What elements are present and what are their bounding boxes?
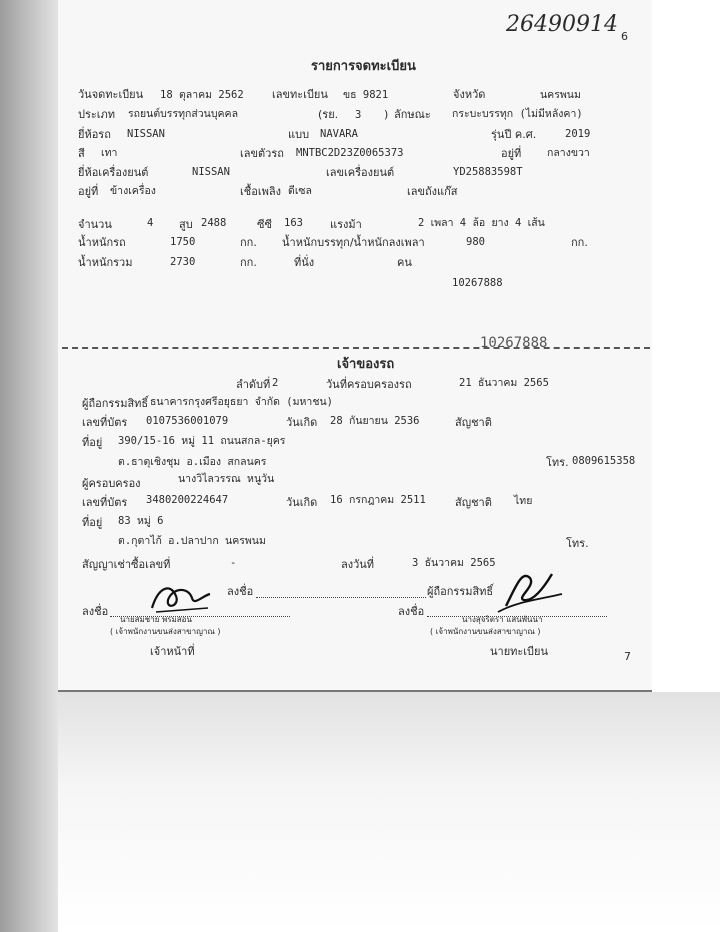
holder-dob: 28 กันยายน 2536: [330, 415, 420, 427]
holder-label: ผู้ถือกรรมสิทธิ์: [82, 397, 149, 410]
possessor-nat-label: สัญชาติ: [455, 496, 492, 509]
count-label: จำนวน: [78, 218, 112, 231]
cyl-label: สูบ: [179, 218, 193, 231]
holder-nat-label: สัญชาติ: [455, 416, 492, 429]
vehicle-type: รถยนต์บรรทุกส่วนบุคคล: [128, 108, 238, 120]
chassis-label: เลขตัวรถ: [240, 147, 284, 160]
rs-label: (รย.: [318, 108, 339, 121]
engine-loc-label: อยู่ที่: [78, 185, 99, 198]
model-label: แบบ: [288, 128, 310, 141]
total-weight-label: น้ำหนักรวม: [78, 256, 133, 269]
province: นครพนม: [540, 89, 581, 101]
handwritten-doc-number: 26490914: [506, 12, 618, 37]
province-label: จังหวัด: [453, 88, 486, 101]
officer-signature: [148, 578, 218, 616]
sign-label-officer: ลงชื่อ: [82, 605, 109, 618]
brand-label: ยี่ห้อรถ: [78, 128, 111, 141]
load-unit: กก.: [571, 236, 588, 249]
engine-no-label: เลขเครื่องยนต์: [326, 166, 395, 179]
year-label: รุ่นปี ค.ศ.: [491, 128, 537, 141]
holder-addr1: 390/15-16 หมู่ 11 ถนนสกล-ยุคร: [118, 435, 286, 447]
holder-tel: 0809615358: [572, 455, 636, 467]
scan-bottom-shadow: [58, 692, 720, 932]
type-label: ประเภท: [78, 108, 116, 121]
possessor: นางวิไลวรรณ หนูวัน: [178, 473, 275, 485]
sign-label-registrar: ลงชื่อ: [398, 605, 425, 618]
possessor-addr-label: ที่อยู่: [82, 516, 103, 529]
possessor-addr1: 83 หมู่ 6: [118, 515, 164, 527]
holder-addr2: ต.ธาตุเชิงชุม อ.เมือง สกลนคร: [118, 456, 267, 468]
nature: กระบะบรรทุก (ไม่มีหลังคา): [452, 108, 583, 120]
chassis-location: กลางขวา: [547, 147, 590, 159]
reg-date: 18 ตุลาคม 2562: [160, 89, 244, 101]
total-weight-unit: กก.: [240, 256, 257, 269]
color: เทา: [101, 147, 118, 159]
weight-label: น้ำหนักรถ: [78, 236, 126, 249]
holder: ธนาคารกรุงศรีอยุธยา จำกัด (มหาชน): [150, 396, 333, 408]
registrar-signature: [496, 566, 566, 616]
possessor-id: 3480200224647: [146, 494, 229, 506]
engine-number: YD25883598T: [453, 166, 523, 178]
engine-brand-label: ยี่ห้อเครื่องยนต์: [78, 166, 149, 179]
possessor-dob-label: วันเกิด: [286, 496, 318, 509]
gas-tank-label: เลขถังแก๊ส: [407, 185, 458, 198]
possess-date: 21 ธันวาคม 2565: [459, 377, 549, 389]
possess-date-label: วันที่ครอบครองรถ: [326, 378, 412, 391]
color-label: สี: [78, 147, 85, 160]
holder-tel-label: โทร.: [546, 456, 569, 469]
seq-label: ลำดับที่: [236, 378, 271, 391]
page-number-top: 6: [621, 30, 628, 43]
registrar-role: นายทะเบียน: [490, 645, 549, 658]
possessor-dob: 16 กรกฎาคม 2511: [330, 494, 426, 506]
owner-title: เจ้าของรถ: [337, 357, 395, 372]
model: NAVARA: [320, 128, 358, 140]
page-number-bottom: 7: [624, 650, 631, 663]
registrar-position: ( เจ้าพนักงานขนส่งสาขาญาณ ): [430, 627, 541, 636]
holder-id: 0107536001079: [146, 415, 229, 427]
contract-date-label: ลงวันที่: [341, 558, 375, 571]
officer-position: ( เจ้าพนักงานขนส่งสาขาญาณ ): [110, 627, 221, 636]
possessor-id-label: เลขที่บัตร: [82, 496, 128, 509]
registrar-name: นางสุจริตรา แสนพันนา: [462, 615, 543, 624]
hp-label: แรงม้า: [330, 218, 362, 231]
sign-line-top: [256, 597, 426, 598]
possessor-label: ผู้ครอบครอง: [82, 477, 141, 490]
cylinders: 2488: [201, 217, 227, 229]
reference-number-faded: 10267888: [480, 335, 548, 351]
weight: 1750: [170, 236, 196, 248]
holder-role-label: ผู้ถือกรรมสิทธิ์: [427, 585, 494, 598]
cc-label: ซีซี: [257, 218, 272, 231]
rs-value: 3: [355, 109, 362, 121]
reference-number: 10267888: [452, 277, 503, 289]
reg-date-label: วันจดทะเบียน: [78, 88, 144, 101]
total-weight: 2730: [170, 256, 196, 268]
holder-addr-label: ที่อยู่: [82, 436, 103, 449]
load-label: น้ำหนักบรรทุก/น้ำหนักลงเพลา: [282, 236, 425, 249]
count: 4: [147, 217, 154, 229]
load: 980: [466, 236, 485, 248]
contract-label: สัญญาเช่าซื้อเลขที่: [82, 558, 171, 571]
rs-close: ): [384, 108, 389, 121]
plate-label: เลขทะเบียน: [272, 88, 328, 101]
contract-date: 3 ธันวาคม 2565: [412, 557, 496, 569]
fuel-label: เชื้อเพลิง: [240, 185, 281, 198]
plate: ขธ 9821: [343, 89, 389, 101]
engine-location: ข้างเครื่อง: [110, 185, 156, 197]
scan-left-edge: [0, 0, 60, 932]
holder-id-label: เลขที่บัตร: [82, 416, 128, 429]
registration-title: รายการจดทะเบียน: [311, 59, 416, 74]
seats-unit: คน: [397, 256, 412, 269]
possessor-tel-label: โทร.: [566, 537, 589, 550]
cc: 163: [284, 217, 303, 229]
chassis-loc-label: อยู่ที่: [501, 147, 522, 160]
officer-name: นายสมชาย พรมสอน: [120, 615, 192, 624]
brand: NISSAN: [127, 128, 165, 140]
officer-role: เจ้าหน้าที่: [150, 645, 195, 658]
sign-label-top: ลงชื่อ: [227, 585, 254, 598]
possessor-nat: ไทย: [514, 495, 533, 507]
seq: 2: [272, 377, 279, 389]
year: 2019: [565, 128, 591, 140]
seats-label: ที่นั่ง: [294, 256, 315, 269]
section-divider: [62, 347, 650, 349]
engine-brand: NISSAN: [192, 166, 230, 178]
axle-info: 2 เพลา 4 ล้อ ยาง 4 เส้น: [418, 217, 545, 229]
holder-dob-label: วันเกิด: [286, 416, 318, 429]
nature-label: ลักษณะ: [394, 108, 431, 121]
chassis-number: MNTBC2D23Z0065373: [296, 147, 404, 159]
fuel: ดีเซล: [288, 185, 312, 197]
contract: -: [230, 557, 237, 569]
possessor-addr2: ต.กุตาไก้ อ.ปลาปาก นครพนม: [118, 535, 266, 547]
weight-unit: กก.: [240, 236, 257, 249]
